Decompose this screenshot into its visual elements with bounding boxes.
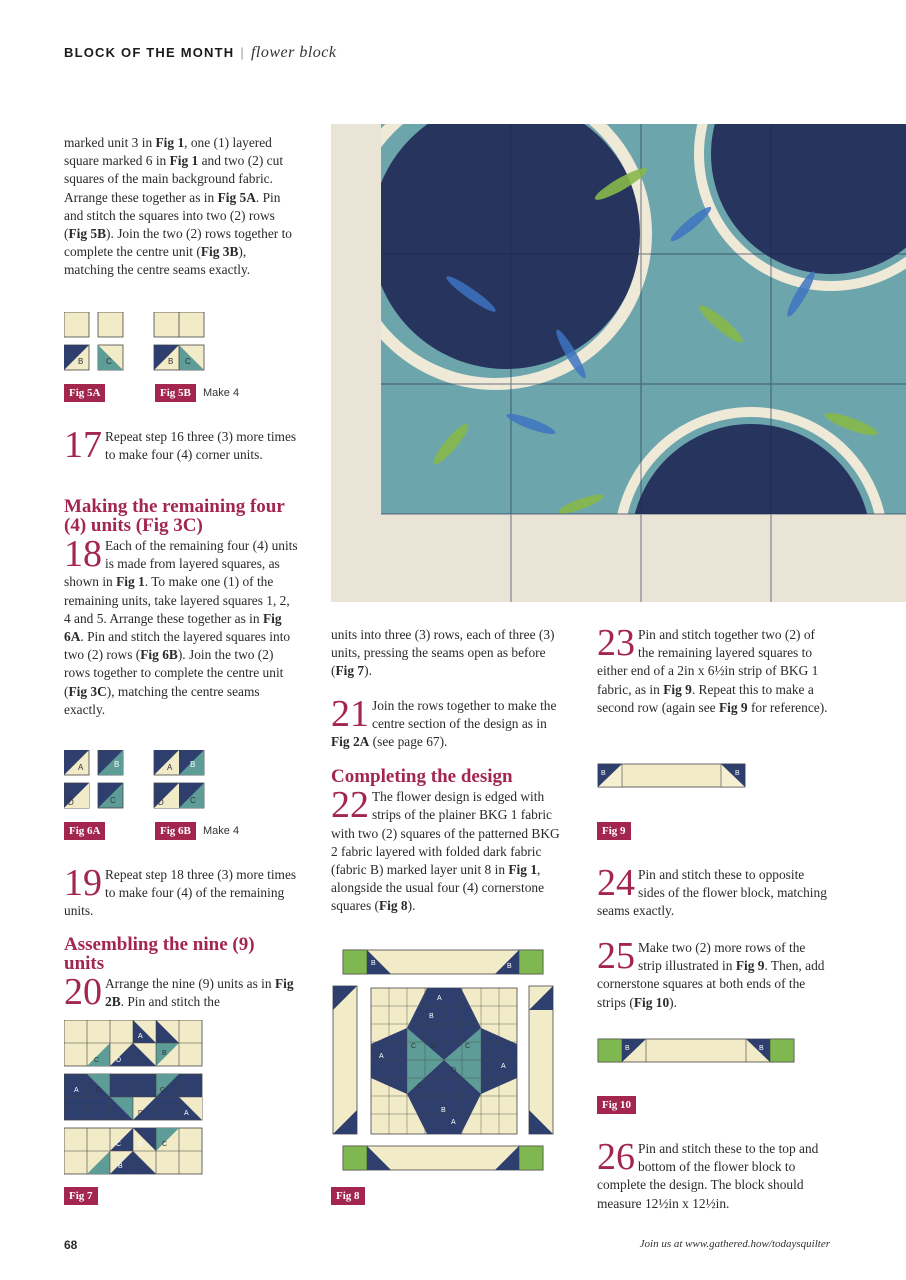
fig-6-diagram (64, 750, 214, 812)
fig-6a-label: Fig 6A (64, 822, 105, 840)
header-separator: | (240, 45, 245, 60)
step-25 (597, 935, 832, 1012)
column-1-section-remaining (64, 497, 299, 719)
heading-assembling: Assembling the nine (9) units (64, 934, 255, 974)
svg-text:D: D (138, 1110, 144, 1117)
running-header (64, 44, 337, 62)
fig-7-label: Fig 7 (64, 1187, 98, 1205)
step-text: Repeat step 16 three (3) more times to make four (4) corner units. (105, 429, 297, 463)
step-21 (331, 692, 567, 752)
section-subtitle: flower block (250, 44, 337, 61)
step-number: 21 (331, 692, 369, 735)
svg-text:D: D (68, 798, 74, 807)
heading-remaining-units: Making the remaining four (4) units (Fig 3C) (64, 496, 285, 536)
svg-text:B: B (759, 1045, 764, 1052)
step-23 (597, 622, 832, 717)
step-20-continued: units into three (3) rows, each of three (3) units, pressing the seams open as before (Fig 7). (331, 627, 555, 679)
svg-text:A: A (379, 1053, 384, 1060)
step-23-text: Pin and stitch together two (2) of the remaining layered squares to either end of a 2in x 6½in strip of BKG 1 fabric, as in Fig 9. Repeat this to make a second row (again see Fig 9 for reference). (597, 627, 828, 715)
svg-text:B: B (118, 1163, 123, 1170)
step-22-text: The flower design is edged with strips of the plainer BKG 1 fabric with two (2) squares of the patterned BKG 2 fabric layered with folded dark fabric (fabric B) marked layer unit 8 in Fig 1, alongside the usual four (4) cornerstone squares (Fig 8). (331, 789, 560, 914)
completing-section (331, 767, 567, 915)
fig-5a-label: Fig 5A (64, 384, 105, 402)
step-25-text: Make two (2) more rows of the strip illustrated in Fig 9. Then, add cornerstone squares at both ends of the strips (Fig 10). (597, 940, 825, 1010)
svg-text:B: B (78, 357, 84, 366)
svg-text:C: C (160, 1087, 166, 1094)
column-1-text-a (64, 134, 299, 280)
step-number: 23 (597, 622, 635, 664)
svg-text:C: C (110, 796, 116, 805)
svg-text:A: A (437, 995, 442, 1002)
svg-text:B: B (507, 963, 512, 970)
svg-text:C: C (162, 1141, 168, 1148)
svg-text:A: A (501, 1063, 506, 1070)
fig-8-label: Fig 8 (331, 1187, 365, 1205)
svg-text:B: B (190, 760, 196, 769)
page-number: 68 (64, 1238, 78, 1252)
fig-6b-label: Fig 6B (155, 822, 196, 840)
fig-7-diagram (64, 1020, 204, 1176)
fig7-row-2 (64, 1074, 202, 1120)
heading-completing: Completing the design (331, 766, 513, 788)
step-21-text: Join the rows together to make the centre section of the design as in Fig 2A (see page 67). (331, 697, 557, 750)
svg-text:B: B (114, 760, 120, 769)
svg-text:B: B (162, 1050, 167, 1057)
step-20-text: Arrange the nine (9) units as in Fig 2B. Pin and stitch the (105, 976, 294, 1010)
svg-text:A: A (451, 1119, 456, 1126)
svg-text:C: C (465, 1043, 471, 1050)
svg-text:B: B (601, 770, 606, 777)
svg-text:C: C (185, 357, 191, 366)
column-2-text (331, 626, 567, 916)
svg-text:A: A (78, 763, 84, 772)
svg-text:B: B (371, 960, 376, 967)
step-number: 24 (597, 862, 635, 904)
svg-text:B: B (625, 1045, 630, 1052)
svg-text:D: D (158, 798, 164, 807)
step-17 (64, 424, 299, 466)
svg-text:B: B (735, 770, 740, 777)
svg-text:C: C (96, 1087, 102, 1094)
svg-text:D: D (138, 1141, 144, 1148)
svg-text:C: C (190, 796, 196, 805)
fig-5b-label: Fig 5B (155, 384, 196, 402)
svg-text:D: D (451, 1067, 457, 1074)
svg-text:C: C (116, 1141, 122, 1148)
fig7-row-3 (64, 1128, 202, 1174)
fig-10-label: Fig 10 (597, 1096, 636, 1114)
svg-text:A: A (74, 1087, 79, 1094)
intro-paragraph: marked unit 3 in Fig 1, one (1) layered square marked 6 in Fig 1 and two (2) cut squares of the main background fabric. Arrange these together as in Fig 5A. Pin and stitch the squares into two (2) rows (Fig 5B). Join the two (2) rows together to complete the centre unit (Fig 3B), matching the centre seams exactly. (64, 135, 292, 278)
fig-5-diagram (64, 312, 214, 374)
fig-8-diagram (331, 948, 557, 1174)
svg-text:A: A (167, 763, 173, 772)
step-26-text: Pin and stitch these to the top and bottom of the flower block to complete the design. The block should measure 12½in x 12½in. (597, 1141, 819, 1211)
step-number: 17 (64, 424, 102, 466)
step-number: 19 (64, 862, 102, 904)
step-number: 20 (64, 971, 102, 1013)
svg-text:A: A (138, 1033, 143, 1040)
svg-text:B: B (168, 357, 174, 366)
step-number: 22 (331, 784, 369, 827)
make-4-note-a: Make 4 (203, 387, 240, 399)
website-link[interactable]: Join us at www.gathered.how/todaysquilter (639, 1238, 830, 1250)
fig-9-diagram (597, 763, 747, 789)
svg-text:C: C (106, 357, 112, 366)
svg-text:D: D (116, 1057, 122, 1064)
section-title: BLOCK OF THE MONTH (64, 45, 235, 60)
fig-9-label: Fig 9 (597, 822, 631, 840)
fig-10-diagram (597, 1038, 797, 1064)
fig7-row-1 (64, 1020, 202, 1066)
svg-text:D: D (431, 1043, 437, 1050)
svg-text:B: B (429, 1013, 434, 1020)
flower-block-photo (331, 124, 906, 602)
step-18-text: Each of the remaining four (4) units is made from layered squares, as shown in Fig 1. To make one (1) of the remaining units, take layered squares 1, 2, 4 and 5. Arrange these together as in Fig 6A. Pin and stitch the layered squares into two (2) rows (Fig 6B). Join the two (2) rows together to complete the centre unit (Fig 3C), matching the centre seams exactly. (64, 538, 298, 717)
step-number: 18 (64, 533, 102, 575)
svg-text:C: C (417, 1083, 423, 1090)
step-number: 25 (597, 935, 635, 977)
svg-text:C: C (411, 1043, 417, 1050)
step-24-text: Pin and stitch these to opposite sides of the flower block, matching seams exactly. (597, 867, 827, 919)
column-1-section-assembling (64, 935, 299, 1011)
step-24 (597, 862, 832, 921)
step-26 (597, 1136, 832, 1213)
step-number: 26 (597, 1136, 635, 1178)
svg-text:B: B (441, 1107, 446, 1114)
svg-text:C: C (94, 1057, 100, 1064)
make-4-note-b: Make 4 (203, 825, 240, 837)
step-text: Repeat step 18 three (3) more times to make four (4) of the remaining units. (64, 867, 297, 919)
svg-text:A: A (184, 1110, 189, 1117)
step-19 (64, 862, 299, 921)
